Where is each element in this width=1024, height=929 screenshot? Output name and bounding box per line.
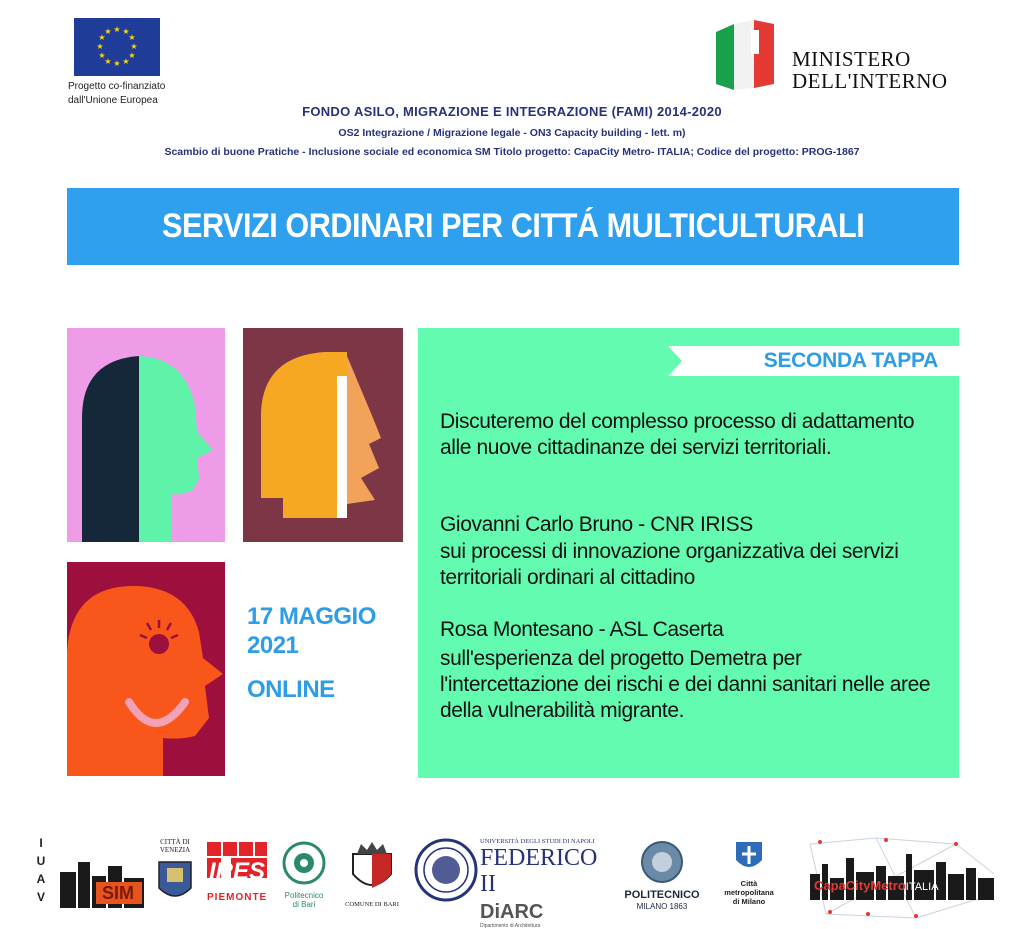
illustration-two-tone-face [67,328,225,542]
speaker2-description: sull'esperienza del progetto Demetra per l'intercettazione dei rischi e dei danni sanitari nelle aree della vulnerabilità migrante. [440,647,931,722]
svg-text:★: ★ [113,59,121,68]
ministry-line2: DELL'INTERNO [792,69,948,93]
svg-text:★: ★ [128,51,136,60]
page-title: SERVIZI ORDINARI PER CITTÁ MULTICULTURALI [161,207,865,245]
sim-logo [54,852,146,908]
venezia-logo [152,838,198,910]
comune-bari-text: COMUNE DI BARI [345,901,399,908]
eu-caption-line2: dall'Unione Europea [68,95,158,106]
speaker1-description: sui processi di innovazione organizzativa dei servizi territoriali ordinari al cittadino [440,540,899,589]
illustration-mask-face [243,328,403,542]
iuav-logo [34,836,48,916]
svg-text:★: ★ [104,57,112,66]
citta-milano-line1: Città [740,879,758,888]
speaker1-name: Giovanni Carlo Bruno - CNR IRISS [440,513,753,536]
polibari-logo [278,840,330,912]
event-mode: ONLINE [247,676,335,703]
polibari-line2: di Bari [292,900,316,909]
eu-flag-logo [74,18,160,76]
diarc-subtext: Dipartimento di Architettura [480,923,541,929]
federico-university: UNIVERSITÀ DEGLI STUDI DI NAPOLI [480,838,595,845]
svg-text:★: ★ [98,33,106,42]
intro-text: Discuteremo del complesso processo di adattamento alle nuove cittadinanze dei servizi territoriali. [440,410,915,459]
stage-label: SECONDA TAPPA [763,349,938,372]
ministry-name [792,48,948,92]
fami-project-info: Scambio di buone Pratiche - Inclusione sociale ed economica SM Titolo progetto: CapaCity Metro- ITALIA; Codice del progetto: PROG-1867 [164,146,860,158]
title-banner [67,188,959,265]
svg-text:★: ★ [98,51,106,60]
citta-milano-line2: metropolitana [724,888,774,897]
illustration-smiling-face [67,562,225,776]
capacity-metro-wordmark [814,878,939,893]
comune-bari-logo [340,840,404,912]
svg-text:★: ★ [104,27,112,36]
polimi-line1: POLITECNICO [624,889,700,901]
venezia-text: CITTÀ DI VENEZIA [159,838,191,854]
capacity-metro-text: CapaCityMetro [814,878,906,893]
svg-text:★: ★ [122,57,130,66]
citta-milano-line3: di Milano [732,897,766,906]
eu-caption-line1: Progetto co-finanziato [68,81,166,92]
polibari-line1: Politecnico [284,891,324,900]
speaker2-name: Rosa Montesano - ASL Caserta [440,618,724,641]
italian-flag-icon [712,18,776,90]
capacity-metro-logo [806,834,998,920]
fami-title: FONDO ASILO, MIGRAZIONE E INTEGRAZIONE (FAMI) 2014-2020 [302,104,722,119]
federico-name: FEDERICO II [480,845,598,897]
citta-milano-logo [716,840,782,912]
ires-subtext: PIEMONTE [207,892,268,903]
event-date-day: 17 MAGGIO [247,603,376,630]
federico-seal-icon [414,838,478,902]
polimi-line2: MILANO 1863 [636,902,688,911]
capacity-italia-text: ITALIA [905,881,939,893]
federico-logo [480,838,610,929]
svg-text:★: ★ [122,27,130,36]
stage-ribbon [668,346,959,376]
polimi-logo [610,840,714,912]
ministry-line1: MINISTERO [792,47,911,71]
svg-text:★: ★ [96,42,104,51]
svg-text:★: ★ [113,25,121,34]
diarc-text: DiARC [480,901,544,923]
svg-text:★: ★ [128,33,136,42]
sim-text: SIM [102,883,135,903]
iuav-text: IUAV [34,836,48,908]
ires-text: IRES [209,858,266,885]
event-date-year: 2021 [247,632,299,659]
svg-text:★: ★ [130,42,138,51]
info-panel [418,328,959,778]
fami-objective: OS2 Integrazione / Migrazione legale - ON3 Capacity building - lett. m) [338,127,686,139]
ires-logo [205,840,269,906]
